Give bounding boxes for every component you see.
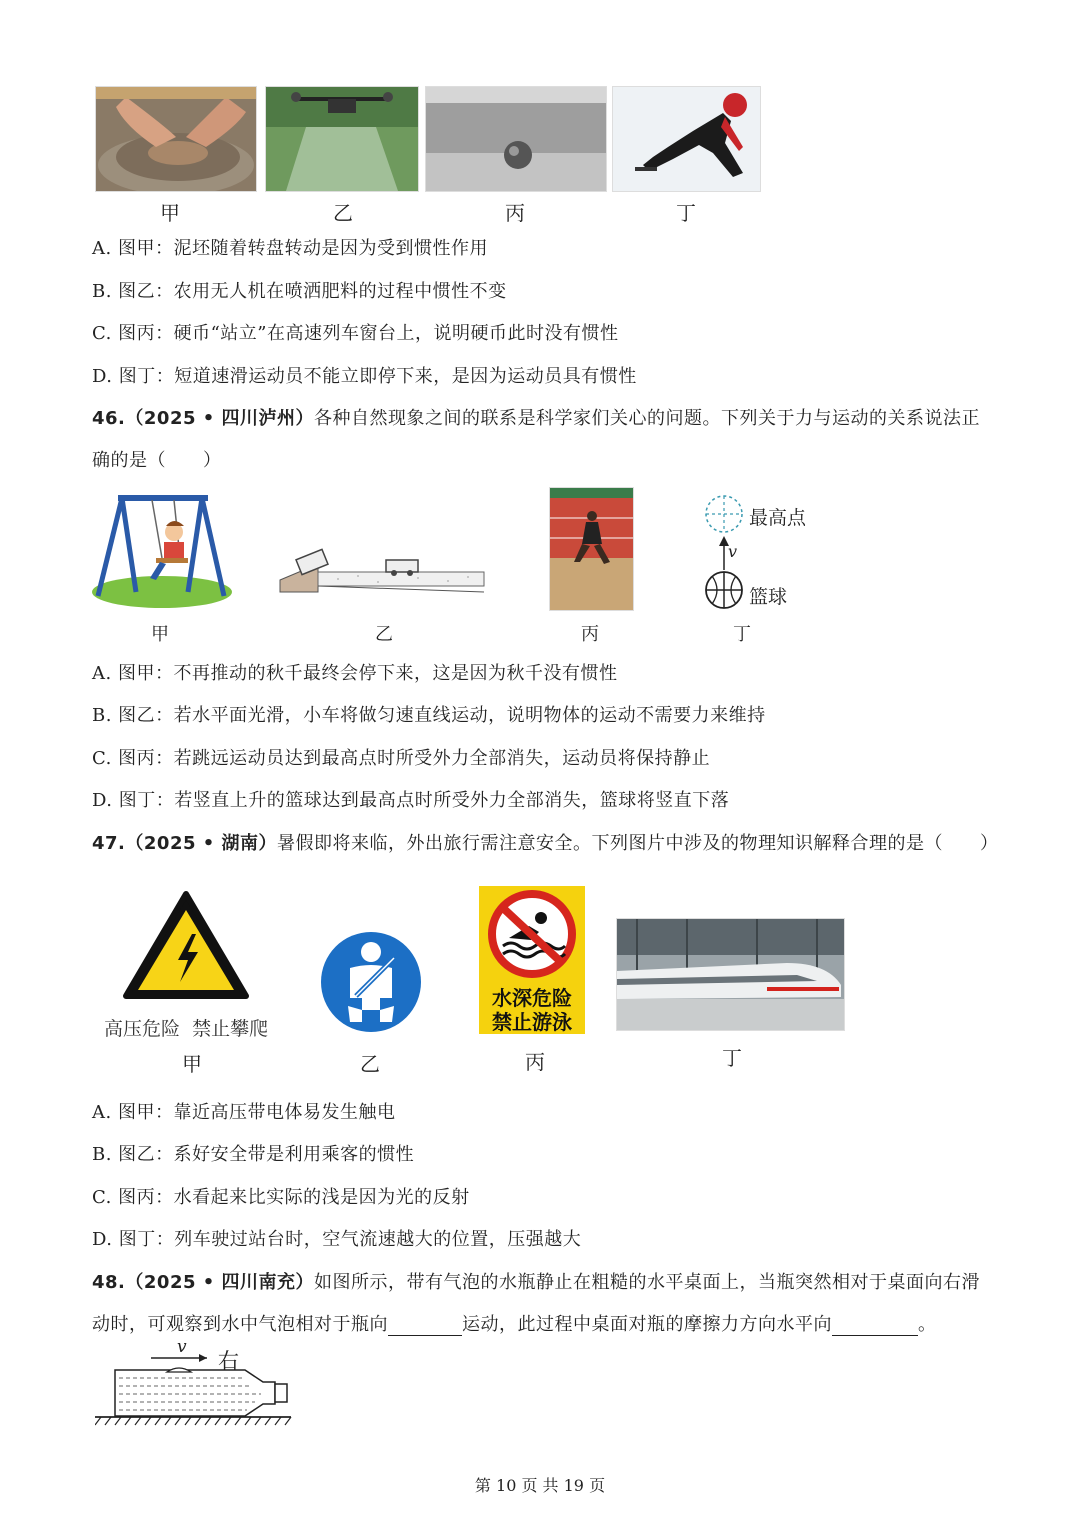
label-velocity: v — [728, 542, 738, 561]
page-footer: 第 10 页 共 19 页 — [474, 1476, 606, 1495]
q48-source: （2025 • 四川南充） — [125, 1272, 315, 1293]
q47-caption-yi: 乙 — [360, 1052, 380, 1076]
q46-text-1: 各种自然现象之间的联系是科学家们关心的问题。下列关于力与运动的关系说法正 — [314, 408, 981, 429]
label-highest-point: 最高点 — [749, 507, 807, 529]
q47-caption-bing: 丙 — [525, 1050, 545, 1074]
q46-option-d: D. 图丁：若竖直上升的篮球达到最高点时所受外力全部消失，篮球将竖直下落 — [92, 790, 730, 811]
long-jump-photo — [549, 487, 634, 611]
q47-option-a: A. 图甲：靠近高压带电体易发生触电 — [92, 1102, 396, 1123]
q46-caption-ding: 丁 — [733, 624, 751, 645]
q46-number: 46. — [92, 408, 126, 429]
pottery-photo — [95, 86, 257, 192]
q45-option-c: C. 图丙：硬币“站立”在高速列车窗台上，说明硬币此时没有惯性 — [92, 323, 619, 344]
q48-blank-1[interactable] — [388, 1317, 462, 1336]
q48-stem-line2 — [92, 1310, 937, 1336]
q46-option-c: C. 图丙：若跳远运动员达到最高点时所受外力全部消失，运动员将保持静止 — [92, 748, 711, 769]
q45-caption-jia: 甲 — [160, 201, 180, 225]
q45-caption-ding: 丁 — [676, 201, 696, 225]
q46-option-a: A. 图甲：不再推动的秋千最终会停下来，这是因为秋千没有惯性 — [92, 663, 618, 684]
basketball-diagram — [700, 494, 750, 614]
no-swimming-line2: 禁止游泳 — [492, 1010, 572, 1034]
no-swimming-line1: 水深危险 — [492, 986, 572, 1010]
q45-caption-yi: 乙 — [333, 201, 353, 225]
q47-option-b: B. 图乙：系好安全带是利用乘客的惯性 — [92, 1144, 415, 1165]
incline-cart-illustration — [278, 540, 488, 598]
label-basketball: 篮球 — [749, 586, 788, 608]
q46-caption-jia: 甲 — [151, 624, 169, 645]
q48-text-2c: 。 — [918, 1314, 937, 1335]
no-swimming-sign — [479, 886, 585, 1034]
q47-option-c: C. 图丙：水看起来比实际的浅是因为光的反射 — [92, 1187, 470, 1208]
q45-caption-bing: 丙 — [505, 201, 525, 225]
q48-blank-2[interactable] — [832, 1317, 918, 1336]
q48-label-right: 右 — [218, 1349, 239, 1373]
water-bottle-diagram — [95, 1344, 295, 1428]
q46-option-b: B. 图乙：若水平面光滑，小车将做匀速直线运动，说明物体的运动不需要力来维持 — [92, 705, 766, 726]
high-speed-train-photo — [616, 918, 845, 1031]
q46-caption-bing: 丙 — [581, 624, 599, 645]
q48-number: 48. — [92, 1272, 126, 1293]
swing-illustration — [90, 492, 235, 610]
q47-text: 暑假即将来临，外出旅行需注意安全。下列图片中涉及的物理知识解释合理的是（ ） — [277, 833, 999, 854]
q48-text-2b: 运动，此过程中桌面对瓶的摩擦力方向水平向 — [462, 1314, 832, 1335]
q47-option-d: D. 图丁：列车驶过站台时，空气流速越大的位置，压强越大 — [92, 1229, 582, 1250]
coin-photo — [425, 86, 607, 192]
q45-option-a: A. 图甲：泥坯随着转盘转动是因为受到惯性作用 — [92, 238, 488, 259]
q48-label-velocity: v — [177, 1337, 187, 1357]
q48-text-2a: 动时，可观察到水中气泡相对于瓶向 — [92, 1314, 388, 1335]
q47-caption-ding: 丁 — [722, 1046, 742, 1070]
q48-stem-line1 — [92, 1268, 980, 1294]
skater-photo — [612, 86, 761, 192]
seatbelt-sign — [320, 930, 422, 1034]
q46-stem-line2: 确的是（ ） — [92, 450, 222, 471]
q46-caption-yi: 乙 — [375, 624, 393, 645]
q47-caption-jia: 甲 — [182, 1052, 202, 1076]
high-voltage-caption: 高压危险 禁止攀爬 — [104, 1018, 269, 1040]
q46-stem-line1 — [92, 404, 980, 430]
q46-source: （2025 • 四川泸州） — [125, 408, 315, 429]
q47-number: 47. — [92, 833, 126, 854]
q48-text-1: 如图所示，带有气泡的水瓶静止在粗糙的水平桌面上，当瓶突然相对于桌面向右滑 — [314, 1272, 981, 1293]
q45-option-d: D. 图丁：短道速滑运动员不能立即停下来，是因为运动员具有惯性 — [92, 366, 637, 387]
q45-option-b: B. 图乙：农用无人机在喷洒肥料的过程中惯性不变 — [92, 281, 507, 302]
drone-photo — [265, 86, 419, 192]
high-voltage-sign — [122, 890, 250, 1002]
q47-stem — [92, 829, 999, 855]
q47-source: （2025 • 湖南） — [125, 833, 278, 854]
